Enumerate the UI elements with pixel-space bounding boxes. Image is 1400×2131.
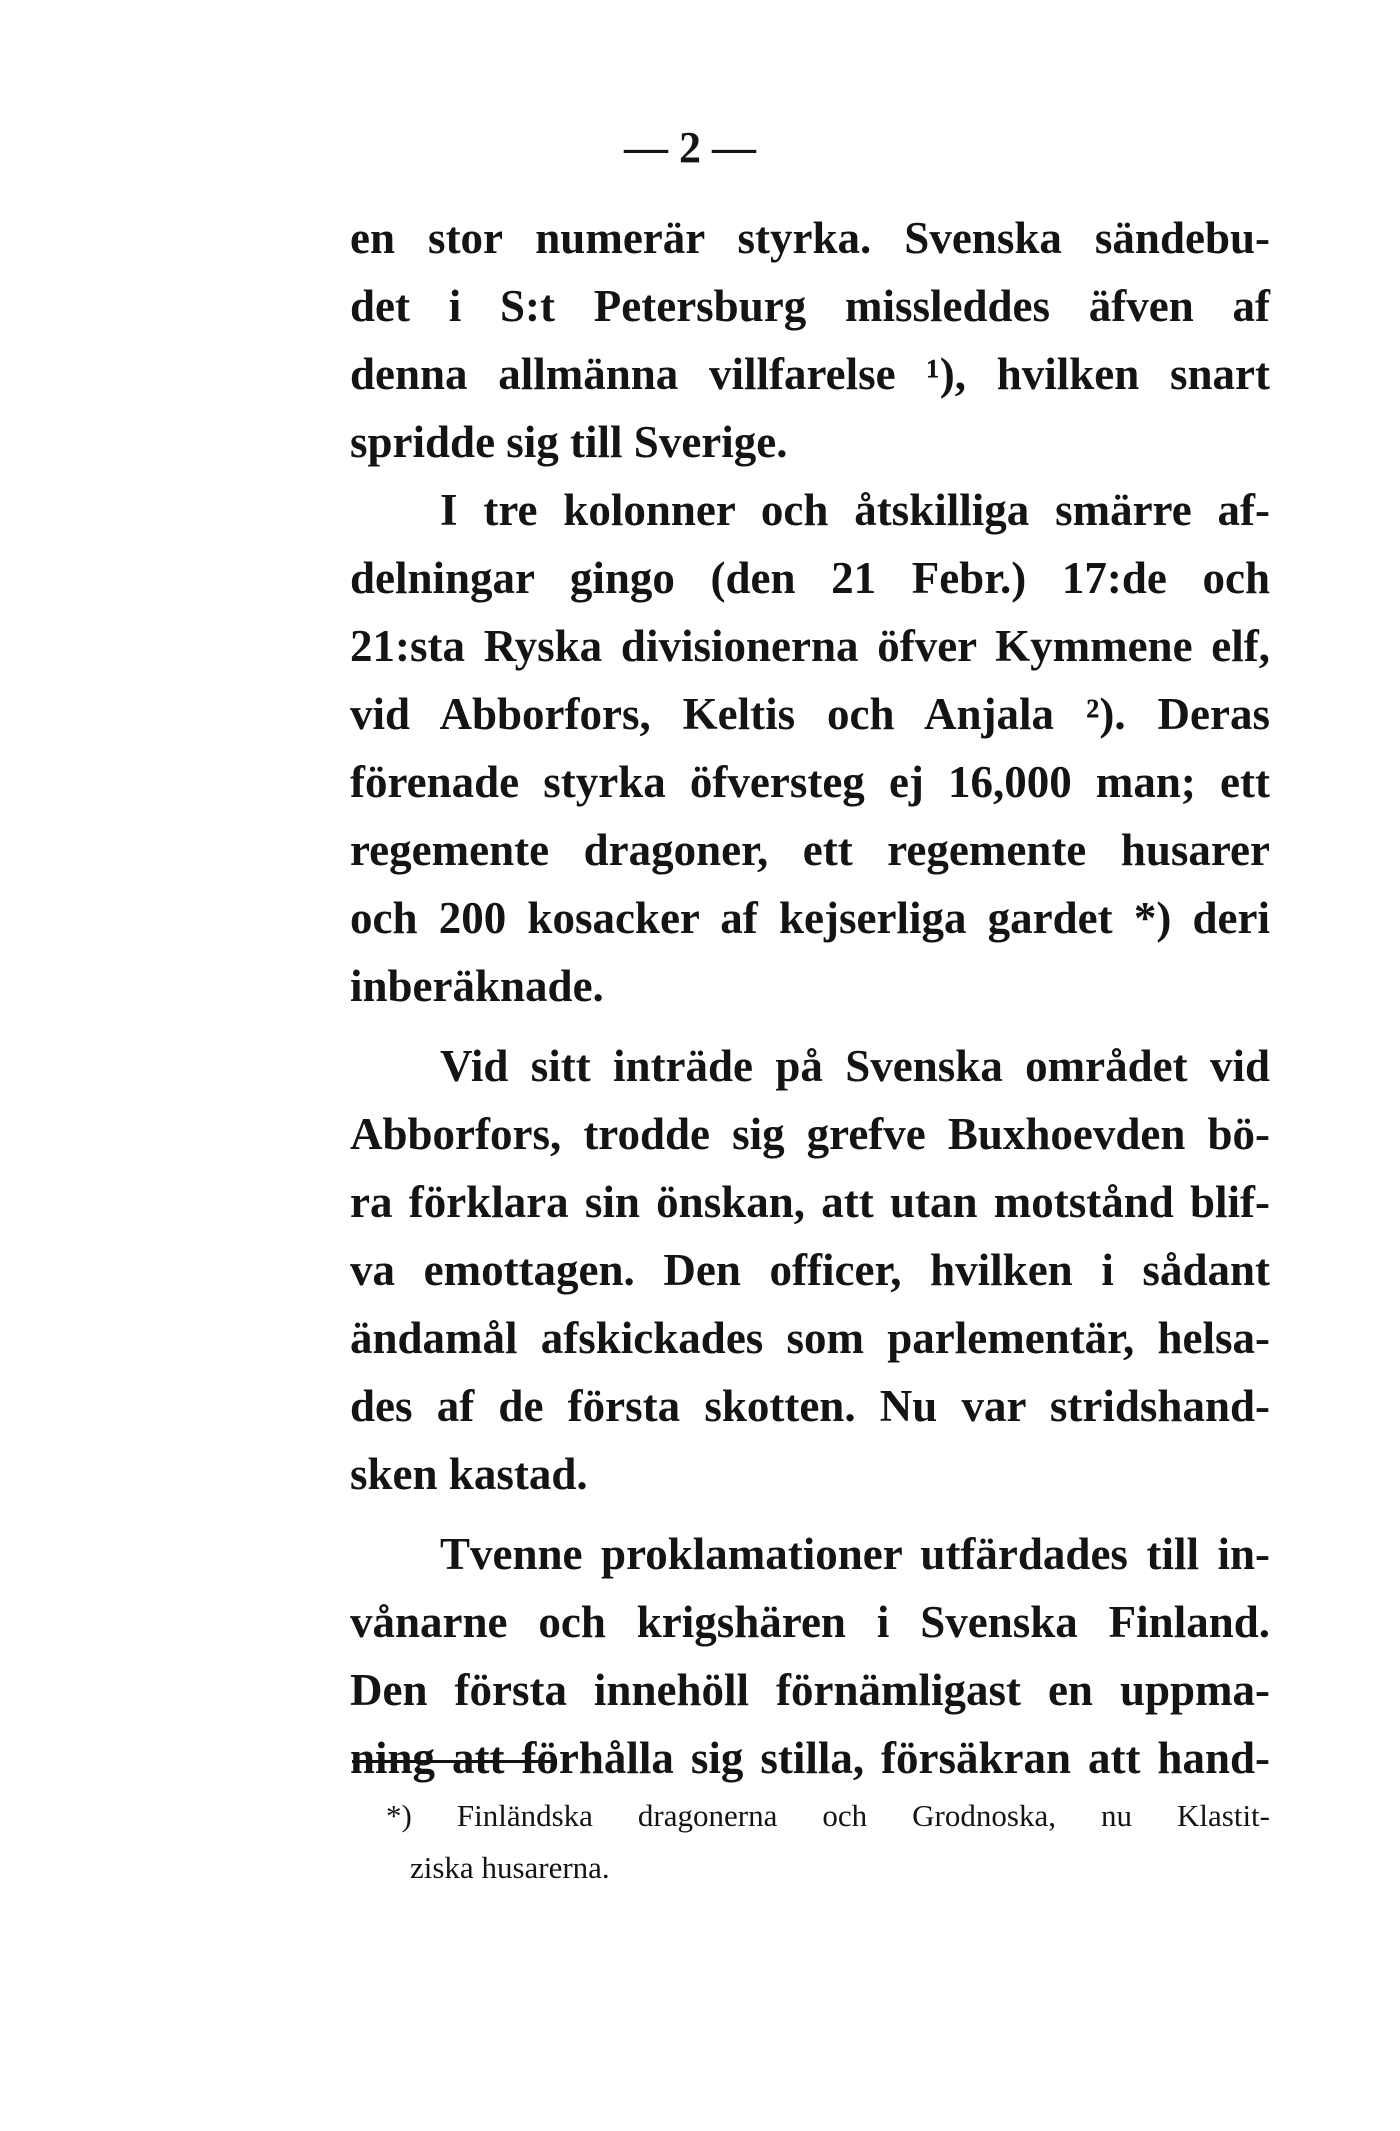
page-number: — 2 — <box>624 123 756 172</box>
text-line: ändamål afskickades som parlementär, helsa- <box>350 1313 1270 1363</box>
text-line: inberäknade. <box>350 961 604 1011</box>
text-line: regemente dragoner, ett regemente husarer <box>350 825 1270 875</box>
paragraph-3 <box>350 1032 1270 1508</box>
paragraph-2 <box>350 476 1270 1020</box>
text-line: en stor numerär styrka. Svenska sändebu- <box>350 213 1270 263</box>
footnote-line: ziska husarerna. <box>410 1850 610 1885</box>
text-line: 21:sta Ryska divisionerna öfver Kymmene elf, <box>350 621 1270 671</box>
text-line: Abborfors, trodde sig grefve Buxhoevden bö- <box>350 1109 1270 1159</box>
text-line: vånarne och krigshären i Svenska Finland. <box>350 1597 1270 1647</box>
text-line: det i S:t Petersburg missleddes äfven af <box>350 281 1270 331</box>
footnote-divider <box>352 1760 552 1763</box>
text-line: spridde sig till Sverige. <box>350 417 788 467</box>
main-text <box>350 204 1270 1792</box>
text-line: I tre kolonner och åtskilliga smärre af- <box>440 485 1270 535</box>
text-line: Den första innehöll förnämligast en uppma- <box>350 1665 1270 1715</box>
text-line: des af de första skotten. Nu var stridshand- <box>350 1381 1270 1431</box>
paragraph-4 <box>350 1520 1270 1792</box>
paragraph-1 <box>350 204 1270 476</box>
text-line: och 200 kosacker af kejserliga gardet *) deri <box>350 893 1270 943</box>
text-line: ning att förhålla sig stilla, försäkran att hand- <box>350 1733 1270 1783</box>
text-line: denna allmänna villfarelse ¹), hvilken snart <box>350 349 1270 399</box>
text-line: Vid sitt inträde på Svenska området vid <box>440 1041 1270 1091</box>
text-line: va emottagen. Den officer, hvilken i sådant <box>350 1245 1270 1295</box>
text-line: delningar gingo (den 21 Febr.) 17:de och <box>350 553 1270 603</box>
footnote-line: *) Finländska dragonerna och Grodnoska, nu Klastit- <box>386 1798 1270 1833</box>
text-line: förenade styrka öfversteg ej 16,000 man; ett <box>350 757 1270 807</box>
text-line: ra förklara sin önskan, att utan motstånd blif- <box>350 1177 1270 1227</box>
text-line: Tvenne proklamationer utfärdades till in- <box>440 1529 1270 1579</box>
text-line: sken kastad. <box>350 1449 588 1499</box>
footnote <box>350 1790 1270 1894</box>
text-line: vid Abborfors, Keltis och Anjala ²). Deras <box>350 689 1270 739</box>
